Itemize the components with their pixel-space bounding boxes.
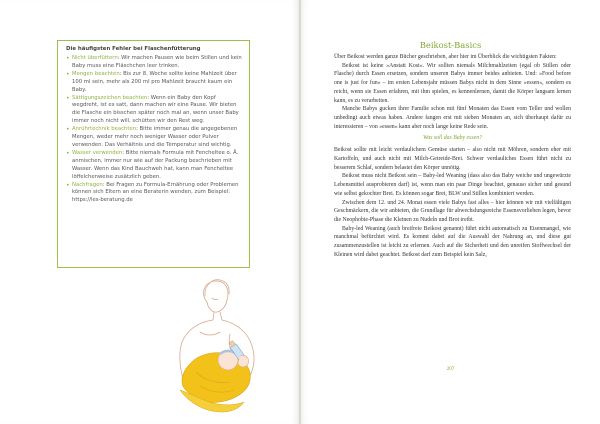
bullet-icon: • <box>66 55 70 62</box>
bullet-icon: • <box>66 181 70 189</box>
item-text: : Bitte immer genau die angegebenen Mengen, weder mehr noch weniger Wasser oder Pulver verwenden. Das Verhältnis und die Temperatur sind wichtig. <box>72 126 238 148</box>
list-item <box>66 55 242 71</box>
section-heading: Beikost-Basics <box>419 40 482 50</box>
item-text: : Wenn ein Baby den Kopf wegdreht, ist es satt, dann machen wir eine Pause. Wir bieten die Flasche ein bisschen später noch mal an, wenn unser Baby immer noch nicht will, schütten wir den Rest weg. <box>72 94 239 125</box>
info-box-title: Die häufigsten Fehler bei Flaschenfütterung <box>66 46 201 52</box>
list-item <box>66 182 242 206</box>
bullet-icon: • <box>66 149 70 157</box>
body-text <box>334 53 571 260</box>
bullet-icon: • <box>66 70 70 78</box>
paragraph: Beikost muss nicht Beikost sein – Baby-led Weaning (dass also das Baby weiche und ungewürzte Lebensmittel ausprobieren darf) ist, wenn man ein paar Dinge beachtet, genauso sicher und gesund wie selbst gekochter Brei. Es können sogar Brei, BLW und Stillen kombiniert werden. <box>334 173 571 197</box>
item-text: : Bei Fragen zu Formula-Ernährung oder Problemen können sich Eltern an eine Beraterin wenden, zum Beispiel: https://les-beratung.de <box>72 181 239 204</box>
father-baby-illustration <box>160 272 290 422</box>
item-text: : Bis zur 8. Woche sollte keine Mahlzeit über 100 ml sein, mehr als 200 ml pro Mahlzeit braucht kaum ein Baby. <box>72 70 237 93</box>
bullet-icon: • <box>66 94 70 102</box>
info-box-list <box>66 55 242 205</box>
item-text: : Wir machen Pausen wie beim Stillen und kein Baby muss eine Fläschchen leer trinken. <box>72 55 242 69</box>
list-item <box>66 71 242 95</box>
paragraph: Manche Babys gucken ihrer Familie schon mit fünf Monaten das Essen vom Teller und wollen unbedingt auch etwas haben. Andere fangen erst mit sieben Monaten an, sich überhaupt dafür zu interessieren – von »essen« kann aber noch lange keine Rede sein. <box>334 106 571 130</box>
paragraph: Baby-led Weaning (auch breifreie Beikost genannt) führt nicht automatisch zu Eisenmangel, wie manchmal befürchtet wird. Es kommt dabei auf die Auswahl der Nahrung an, und diese gut zusammenzustellen ist leicht zu erlernen. Auch auf die Sicherheit und den unreifen Stoffwechsel der Kleinen wird dabei geachtet. Beikost darf zum Beispiel kein Salz, <box>334 225 571 258</box>
list-item <box>66 150 242 182</box>
item-keyword: Anrührtechnik beachten <box>72 126 137 133</box>
info-box <box>57 40 250 268</box>
item-keyword: Mengen beachten <box>72 70 120 77</box>
list-item <box>66 95 242 127</box>
item-text: : Bitte niemals Formula mit Fencheltee o. Ä. anmischen, immer nur wie auf der Packung beschrieben mit Wasser. Wenn das Kind Bauchweh hat, kann man Fencheltee löffelchenweise zusätzlich geben. <box>72 149 239 180</box>
paragraph: Über Beikost werden ganze Bücher geschrieben, aber hier im Überblick die wichtigsten Fakten: <box>334 54 557 60</box>
paragraph: Zwischen dem 12. und 24. Monat essen viele Babys fast alles – hier können wir mit vielfältigen Geschmäckern, die wir anbieten, die Grundlage für abwechslungsreiche Essensvorlieben legen, bevor die Neophobie-Phase die Kleinen zu Nudeln und Brot treibt. <box>334 199 571 223</box>
list-item <box>66 126 242 150</box>
paragraph: Beikost ist keine »Anstatt Kost«. Wir sollten niemals Milchmahlzeiten (egal ob Stillen oder Flasche) durch Essen ersetzen, sondern unseren Babys immer beides anbieten. Und: »Food before one is just for fun« – im ersten Lebensjahr müssen Babys nicht in dem Sinne »essen«, sondern es reicht, wenn sie Essen erfahren, mit ihm spielen, es kennenlernen, damit die Körper langsam lernen kann, es zu verarbeiten. <box>334 62 571 104</box>
item-keyword: Sättigungszeichen beachten <box>72 94 148 101</box>
item-keyword: Nicht überfüttern <box>72 55 118 61</box>
bullet-icon: • <box>66 126 70 134</box>
item-keyword: Nachfragen <box>72 181 103 188</box>
item-keyword: Wasser verwenden <box>72 149 123 156</box>
page-number: 207 <box>446 367 455 372</box>
subheading: Was soll das Baby essen? <box>422 135 483 142</box>
paragraph: Beikost sollte mit leicht verdaulichem Gemüse starten – also nicht mit Möhren, sondern eher mit Kartoffeln, und auch nicht mit Milch-Getreide-Brei. Schwer verdauliches Essen führt nicht zu besserem Schlaf, sondern belastet den Körper unnötig. <box>334 147 571 171</box>
